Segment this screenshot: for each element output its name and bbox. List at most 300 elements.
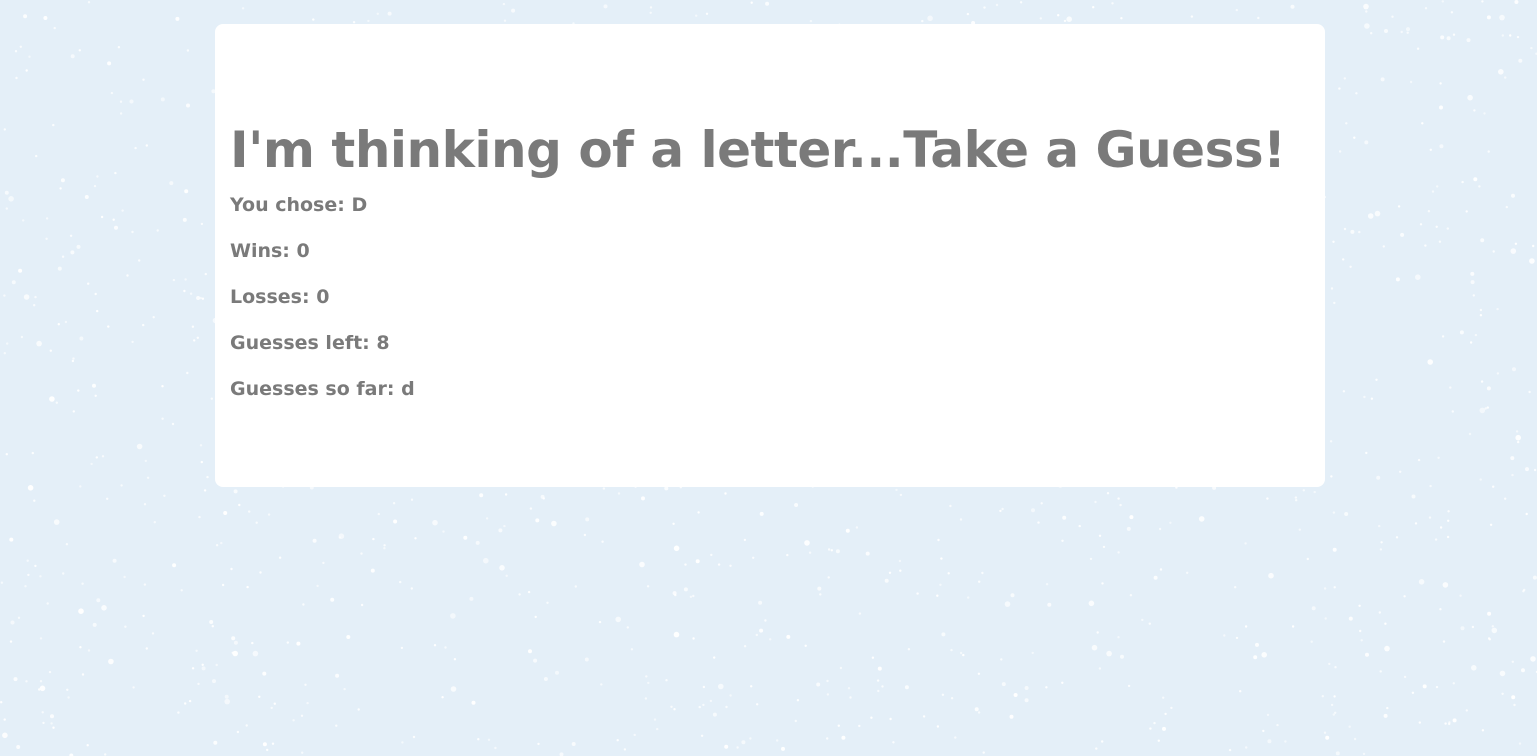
losses-label: Losses: [230, 286, 310, 308]
snowflake [211, 398, 213, 400]
snowflake [272, 743, 274, 745]
snowflake [936, 595, 938, 597]
snowflake [1517, 441, 1519, 443]
snowflake [639, 562, 645, 568]
snowflake [954, 736, 956, 738]
snowflake [713, 656, 715, 658]
snowflake [1516, 430, 1518, 432]
snowflake [1400, 233, 1404, 237]
snowflake [61, 178, 65, 182]
snowflake [1499, 15, 1505, 21]
snowflake [1528, 391, 1530, 393]
snowflake [1497, 372, 1499, 374]
stats-panel [230, 193, 1310, 423]
snowflake [10, 640, 12, 642]
snowflake [923, 715, 925, 717]
snowflake [809, 552, 811, 554]
snowflake [1453, 682, 1455, 684]
snowflake [204, 489, 206, 491]
snowflake [24, 585, 26, 587]
snowflake [1299, 529, 1301, 531]
snowflake [1128, 685, 1130, 687]
snowflake [101, 216, 103, 218]
snowflake [760, 512, 764, 516]
snowflake [1442, 335, 1444, 337]
snowflake [212, 679, 216, 683]
snowflake [1380, 548, 1382, 550]
snowflake [101, 605, 107, 611]
snowflake [983, 751, 985, 753]
snowflake [1127, 527, 1131, 531]
snowflake [729, 694, 731, 696]
snowflake [192, 326, 194, 328]
snowflake [52, 124, 54, 126]
snowflake [841, 736, 845, 740]
snowflake [232, 652, 234, 654]
snowflake [505, 493, 507, 495]
snowflake [27, 560, 29, 562]
snowflake [441, 696, 443, 698]
snowflake [1111, 2, 1113, 4]
snowflake [96, 456, 98, 458]
snowflake [1383, 245, 1385, 247]
snowflake [120, 101, 122, 103]
snowflake [195, 650, 197, 652]
snowflake [1473, 109, 1475, 111]
snowflake [797, 699, 799, 701]
snowflake [1436, 185, 1438, 187]
snowflake [1504, 76, 1506, 78]
snowflake [186, 104, 190, 108]
snowflake [9, 538, 13, 542]
snowflake [225, 695, 229, 699]
snowflake [442, 530, 444, 532]
snowflake [1510, 456, 1514, 460]
snowflake [1478, 185, 1480, 187]
snowflake [1518, 59, 1522, 63]
snowflake [494, 747, 496, 749]
snowflake [1440, 526, 1442, 528]
snowflake [198, 516, 200, 518]
snowflake [1324, 587, 1326, 589]
snowflake [152, 632, 154, 634]
snowflake [1440, 35, 1444, 39]
snowflake [1453, 34, 1455, 36]
snowflake [56, 402, 58, 404]
snowflake [804, 540, 810, 546]
snowflake [66, 543, 68, 545]
snowflake [1425, 7, 1427, 9]
snowflake [765, 2, 769, 6]
wins-stat [230, 239, 1310, 285]
snowflake [157, 229, 159, 231]
snowflake [1344, 77, 1346, 79]
snowflake [39, 575, 41, 577]
snowflake [736, 746, 738, 748]
snowflake [892, 741, 894, 743]
snowflake [479, 493, 483, 497]
snowflake [551, 521, 557, 527]
snowflake [106, 498, 108, 500]
snowflake [1158, 740, 1160, 742]
snowflake [1513, 704, 1515, 706]
snowflake [627, 626, 629, 628]
snowflake [1333, 695, 1335, 697]
snowflake [33, 500, 35, 502]
snowflake [1521, 668, 1525, 672]
snowflake [877, 690, 879, 692]
snowflake [699, 706, 701, 708]
snowflake [764, 619, 766, 621]
snowflake [1307, 558, 1309, 560]
snowflake [1162, 697, 1164, 699]
snowflake [1492, 628, 1498, 634]
snowflake [134, 147, 136, 149]
snowflake [131, 341, 133, 343]
snowflake [1268, 573, 1274, 579]
snowflake [1014, 693, 1018, 697]
snowflake [187, 49, 189, 51]
snowflake [1342, 258, 1344, 260]
snowflake [1500, 671, 1506, 677]
snowflake [1239, 690, 1241, 692]
snowflake [674, 632, 680, 638]
snowflake [1415, 522, 1417, 524]
snowflake [895, 489, 897, 491]
snowflake [1421, 122, 1423, 124]
snowflake [1095, 747, 1097, 749]
snowflake [1120, 655, 1124, 659]
snowflake [393, 520, 397, 524]
snowflake [1325, 617, 1327, 619]
snowflake [142, 324, 144, 326]
snowflake [463, 536, 467, 540]
snowflake [206, 476, 208, 478]
snowflake [111, 92, 113, 94]
snowflake [1047, 603, 1051, 607]
snowflake [1511, 194, 1515, 198]
snowflake [624, 748, 626, 750]
snowflake [960, 518, 962, 520]
snowflake [268, 513, 270, 515]
chosen-letter-value: D [351, 194, 368, 216]
snowflake [1292, 625, 1294, 627]
snowflake [537, 743, 539, 745]
snowflake [1467, 95, 1473, 101]
snowflake [585, 517, 589, 521]
snowflake [674, 594, 676, 596]
snowflake [1107, 492, 1109, 494]
page-title: I'm thinking of a letter...Take a Guess! [230, 121, 1286, 179]
snowflake [118, 46, 120, 48]
snowflake [713, 713, 717, 717]
snowflake [1447, 227, 1449, 229]
snowflake [881, 685, 883, 687]
snowflake [769, 638, 771, 640]
snowflake [975, 707, 979, 711]
snowflake [617, 739, 619, 741]
snowflake [1483, 112, 1485, 114]
snowflake [1480, 478, 1482, 480]
snowflake [684, 563, 686, 565]
snowflake [1384, 646, 1390, 652]
snowflake [147, 477, 149, 479]
snowflake [1099, 535, 1101, 537]
snowflake [1103, 546, 1105, 548]
snowflake [1378, 525, 1380, 527]
snowflake [631, 648, 633, 650]
snowflake [858, 725, 860, 727]
snowflake [1533, 576, 1537, 580]
snowflake [697, 511, 699, 513]
snowflake [1236, 9, 1238, 11]
snowflake [1032, 652, 1034, 654]
snowflake [242, 7, 244, 9]
snowflake [849, 696, 851, 698]
snowflake [1473, 177, 1477, 181]
snowflake [46, 217, 48, 219]
snowflake [1509, 34, 1511, 36]
snowflake [238, 504, 240, 506]
snowflake [1364, 23, 1370, 29]
snowflake [1001, 508, 1003, 510]
snowflake [1333, 302, 1335, 304]
snowflake [209, 620, 213, 624]
snowflake [192, 667, 194, 669]
snowflake [1365, 10, 1367, 12]
snowflake [535, 518, 539, 522]
snowflake [718, 684, 724, 690]
snowflake [1094, 501, 1096, 503]
snowflake [725, 706, 727, 708]
snowflake [81, 583, 83, 585]
snowflake [161, 97, 165, 101]
snowflake [88, 1, 90, 3]
snowflake [132, 686, 134, 688]
snowflake [978, 581, 980, 583]
snowflake [1384, 623, 1386, 625]
snowflake [1331, 704, 1333, 706]
snowflake [1358, 605, 1360, 607]
snowflake [263, 742, 267, 746]
snowflake [530, 507, 532, 509]
snowflake [654, 718, 656, 720]
snowflake [1368, 213, 1374, 219]
snowflake [506, 575, 508, 577]
snowflake [1429, 516, 1431, 518]
snowflake [866, 552, 870, 556]
snowflake [1480, 314, 1482, 316]
snowflake [108, 659, 114, 665]
snowflake [246, 724, 248, 726]
snowflake [1506, 206, 1508, 208]
snowflake [292, 719, 294, 721]
snowflake [744, 539, 746, 541]
snowflake [701, 735, 703, 737]
snowflake [1493, 250, 1495, 252]
snowflake [641, 496, 645, 500]
snowflake [724, 492, 726, 494]
snowflake [124, 626, 126, 628]
snowflake [301, 715, 303, 717]
snowflake [1331, 287, 1333, 289]
snowflake [79, 337, 83, 341]
snowflake [1119, 504, 1121, 506]
snowflake [79, 485, 81, 487]
snowflake [1353, 137, 1355, 139]
snowflake [87, 744, 89, 746]
chosen-letter-stat [230, 193, 1310, 239]
snowflake [1514, 0, 1518, 4]
snowflake [846, 529, 850, 533]
snowflake [937, 725, 939, 727]
snowflake [1380, 541, 1382, 543]
snowflake [1000, 658, 1002, 660]
snowflake [674, 546, 680, 552]
guesses-left-stat [230, 331, 1310, 377]
snowflake [32, 452, 34, 454]
snowflake [828, 548, 830, 550]
snowflake [1031, 508, 1035, 512]
snowflake [781, 747, 785, 751]
snowflake [1466, 709, 1468, 711]
snowflake [1487, 15, 1491, 19]
snowflake [978, 673, 980, 675]
snowflake [503, 3, 505, 5]
snowflake [528, 591, 530, 593]
snowflake [1517, 36, 1519, 38]
snowflake [1153, 722, 1155, 724]
snowflake [828, 576, 830, 578]
snowflake [1452, 410, 1454, 412]
snowflake [744, 645, 746, 647]
snowflake [1276, 724, 1278, 726]
snowflake [256, 522, 258, 524]
snowflake [335, 725, 337, 727]
snowflake [1511, 695, 1515, 699]
snowflake [1363, 753, 1365, 755]
snowflake [1046, 583, 1048, 585]
snowflake [1061, 682, 1063, 684]
snowflake [718, 563, 720, 565]
snowflake [1399, 471, 1401, 473]
snowflake [1443, 582, 1449, 588]
snowflake [1334, 712, 1336, 714]
snowflake [0, 701, 2, 703]
snowflake [706, 13, 708, 15]
guesses-so-far-value: d [401, 378, 415, 400]
snowflake [1334, 586, 1336, 588]
snowflake [181, 589, 183, 591]
snowflake [1418, 459, 1420, 461]
snowflake [6, 453, 8, 455]
snowflake [146, 647, 148, 649]
snowflake [795, 720, 797, 722]
snowflake [650, 12, 652, 14]
snowflake [138, 259, 140, 261]
snowflake [279, 557, 281, 559]
snowflake [58, 267, 62, 271]
snowflake [184, 189, 188, 193]
snowflake [650, 6, 652, 8]
snowflake [889, 572, 891, 574]
snowflake [511, 9, 515, 13]
snowflake [183, 290, 185, 292]
snowflake [877, 679, 879, 681]
snowflake [724, 745, 728, 749]
snowflake [1496, 308, 1498, 310]
snowflake [1199, 516, 1205, 522]
snowflake [1332, 241, 1334, 243]
snowflake [201, 461, 203, 463]
snowflake [670, 706, 672, 708]
snowflake [759, 629, 763, 633]
snowflake [1376, 476, 1380, 480]
snowflake [1284, 740, 1286, 742]
snowflake [710, 554, 712, 556]
snowflake [1469, 433, 1471, 435]
snowflake [1406, 27, 1410, 31]
snowflake [692, 595, 694, 597]
wins-label: Wins: [230, 240, 290, 262]
snowflake [921, 20, 923, 22]
game-card [215, 24, 1325, 487]
losses-value: 0 [316, 286, 330, 308]
snowflake [38, 688, 40, 690]
snowflake [3, 294, 5, 296]
snowflake [1386, 707, 1388, 709]
snowflake [1186, 572, 1188, 574]
snowflake [58, 323, 60, 325]
snowflake [96, 598, 100, 602]
snowflake [172, 563, 176, 567]
snowflake [274, 703, 276, 705]
snowflake [77, 389, 79, 391]
snowflake [503, 525, 505, 527]
snowflake [18, 617, 20, 619]
snowflake [940, 557, 942, 559]
snowflake [144, 503, 146, 505]
snowflake [756, 634, 758, 636]
snowflake [266, 749, 268, 751]
snowflake [367, 20, 369, 22]
snowflake [1079, 525, 1081, 527]
snowflake [1471, 665, 1477, 671]
snowflake [816, 683, 820, 687]
snowflake [230, 568, 232, 570]
snowflake [88, 649, 90, 651]
snowflake [1427, 359, 1433, 365]
snowflake [1325, 736, 1329, 740]
snowflake [469, 597, 473, 601]
snowflake [1191, 15, 1193, 17]
snowflake [360, 552, 362, 554]
snowflake [197, 337, 199, 339]
snowflake [253, 651, 259, 657]
snowflake [146, 144, 148, 146]
snowflake [1062, 516, 1066, 520]
snowflake [690, 596, 692, 598]
snowflake [1066, 16, 1072, 22]
snowflake [120, 112, 122, 114]
snowflake [1480, 309, 1482, 311]
snowflake [205, 273, 207, 275]
snowflake [1417, 48, 1419, 50]
snowflake [927, 15, 933, 21]
snowflake [4, 352, 6, 354]
snowflake [1466, 210, 1468, 212]
snowflake [1511, 474, 1513, 476]
